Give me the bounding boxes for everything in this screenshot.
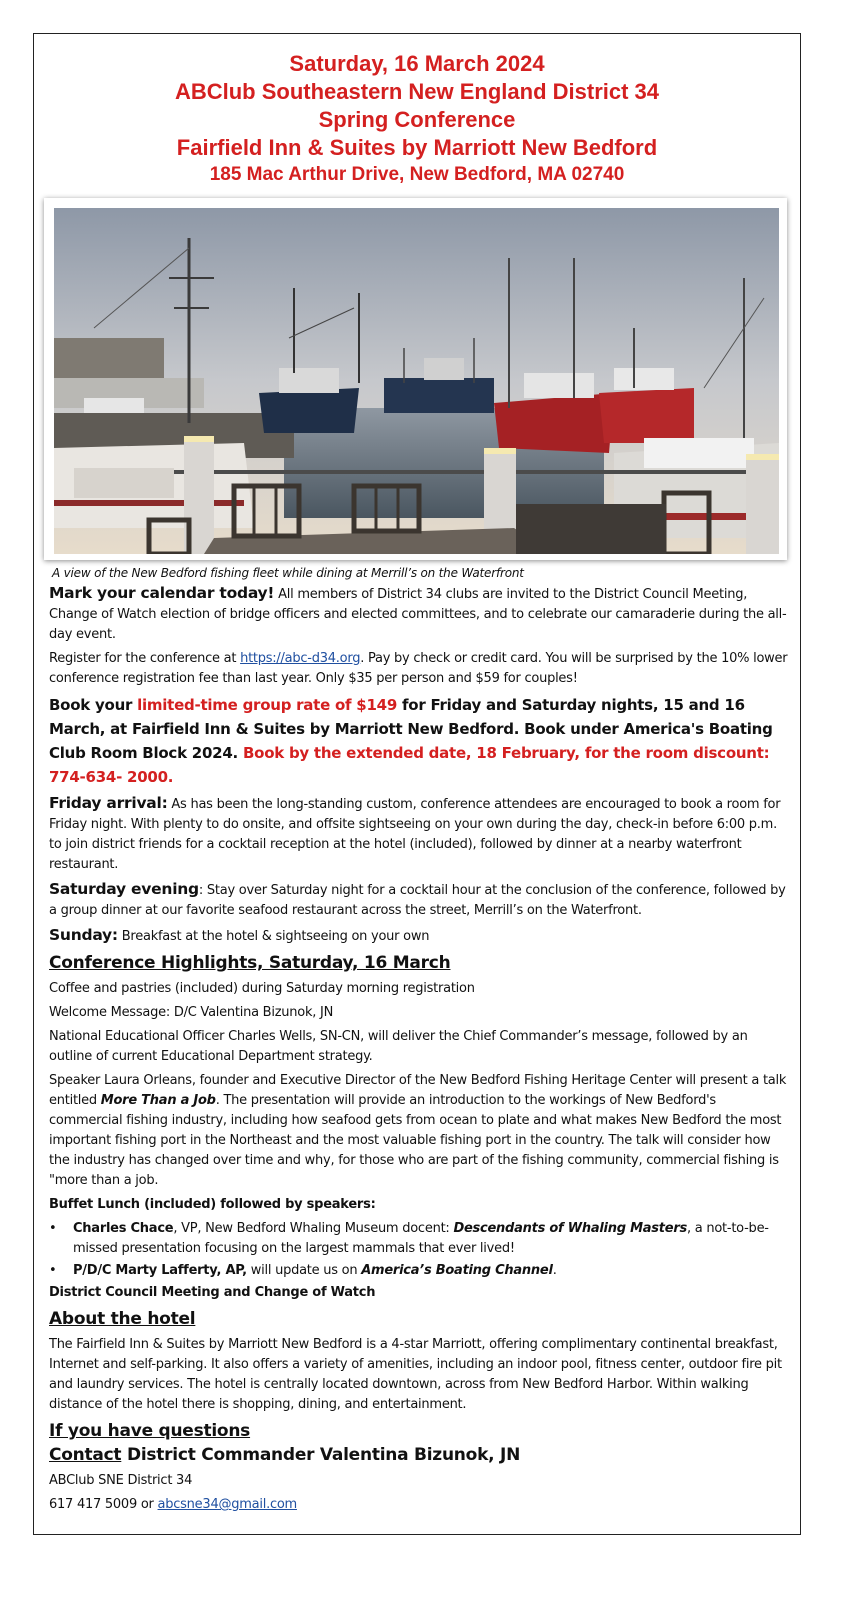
speaker-name: Charles Chace bbox=[73, 1221, 174, 1236]
highlights-heading: Conference Highlights, Saturday, 16 March bbox=[49, 953, 451, 973]
saturday-lead: Saturday evening bbox=[49, 880, 199, 898]
harbor-photo bbox=[54, 208, 779, 554]
harbor-photo-frame bbox=[44, 198, 787, 560]
booking-p2: for Friday and Saturday nights, 15 and 16 March, at Fairfield Inn & Suites by Marriott New Bedford. Book under America's Boating Club Room Block 2024. bbox=[49, 696, 773, 762]
contact-label: Contact bbox=[49, 1445, 122, 1465]
organization-title: ABClub Southeastern New England District 34 bbox=[174, 79, 660, 104]
speaker-detail: , VP, New Bedford Whaling Museum docent: bbox=[173, 1221, 454, 1236]
event-date: Saturday, 16 March 2024 bbox=[289, 51, 545, 76]
highlights-coffee: Coffee and pastries (included) during Saturday morning registration bbox=[49, 981, 475, 996]
highlights-lunch: Buffet Lunch (included) followed by speakers: bbox=[49, 1197, 376, 1212]
questions-heading: If you have questions bbox=[49, 1421, 251, 1441]
contact-email-link[interactable]: abcsne34@gmail.com bbox=[157, 1497, 297, 1512]
speaker-talk-title: More Than a Job bbox=[100, 1093, 216, 1108]
photo-caption: A view of the New Bedford fishing fleet while dining at Merrill’s on the Waterfront bbox=[52, 566, 524, 580]
highlights-national: National Educational Officer Charles Wells, SN-CN, will deliver the Chief Commander’s message, followed by an outline of current Educational Department strategy. bbox=[49, 1029, 748, 1064]
register-link[interactable]: https://abc-d34.org bbox=[240, 651, 361, 666]
register-post: . Pay by check or credit card. You will be surprised by the 10% lower conference registration fee than last year. Only $35 per person and $59 for couples! bbox=[49, 651, 788, 686]
speaker-detail: will update us on bbox=[246, 1263, 362, 1278]
friday-paragraph bbox=[49, 793, 789, 875]
register-pre: Register for the conference at bbox=[49, 651, 241, 666]
main-content bbox=[49, 583, 789, 1519]
talk-title: Descendants of Whaling Masters bbox=[453, 1221, 687, 1236]
sunday-paragraph bbox=[49, 925, 789, 947]
bullet-icon: • bbox=[49, 1263, 57, 1278]
contact-phone: 617 417 5009 or bbox=[49, 1497, 158, 1512]
sunday-lead: Sunday: bbox=[49, 926, 118, 944]
speaker-name: P/D/C Marty Lafferty, AP, bbox=[73, 1263, 247, 1278]
booking-rate: limited-time group rate of $149 bbox=[137, 696, 398, 714]
friday-lead: Friday arrival: bbox=[49, 794, 168, 812]
speaker-post: . The presentation will provide an introduction to the workings of New Bedford's commercial fishing industry, including how seafood gets from ocean to plate and what makes New Bedford the most important fishing port in the Northeast and the most valuable fishing port in the country. The talk will consider how the industry has changed over time and why, for those who are part of the fishing community, commercial fishing is "more than a job. bbox=[49, 1093, 782, 1188]
register-paragraph bbox=[49, 649, 789, 689]
booking-paragraph bbox=[49, 693, 789, 789]
list-item bbox=[49, 1219, 789, 1259]
contact-heading bbox=[49, 1443, 789, 1467]
event-title: Spring Conference bbox=[318, 107, 516, 132]
venue-title: Fairfield Inn & Suites by Marriott New Bedford bbox=[176, 135, 658, 160]
venue-address: 185 Mac Arthur Drive, New Bedford, MA 02740 bbox=[209, 164, 625, 185]
bullet-icon: • bbox=[49, 1221, 57, 1236]
booking-p1: Book your bbox=[49, 696, 138, 714]
contact-name: District Commander Valentina Bizunok, JN bbox=[121, 1445, 521, 1465]
friday-text: As has been the long-standing custom, conference attendees are encouraged to book a room for Friday night. With plenty to do onsite, and offsite sightseeing on your own during the day, check-in before 6:00 p.m. to join district friends for a cocktail reception at the hotel (included), followed by dinner at a nearby waterfront restaurant. bbox=[49, 797, 781, 872]
contact-phone-line bbox=[49, 1495, 789, 1515]
sunday-text: Breakfast at the hotel & sightseeing on your own bbox=[117, 929, 430, 944]
speaker-detail-post: . bbox=[552, 1263, 557, 1278]
highlights-speaker bbox=[49, 1071, 789, 1191]
speaker-pre: Speaker Laura Orleans, founder and Executive Director of the New Bedford Fishing Heritage Center will present a talk entitled bbox=[49, 1073, 787, 1108]
booking-deadline: Book by the extended date, 18 February, for the room discount: 774-634- 2000. bbox=[49, 744, 770, 786]
hotel-text: The Fairfield Inn & Suites by Marriott New Bedford is a 4-star Marriott, offering complimentary continental breakfast, Internet and self-parking. It also offers a variety of amenities, including an indoor pool, fitness center, outdoor fire pit and laundry services. The hotel is centrally located downtown, across from New Bedford Harbor. Within walking distance of the hotel there is shopping, dining, and entertainment. bbox=[49, 1337, 782, 1412]
hotel-heading: About the hotel bbox=[49, 1309, 196, 1329]
contact-org: ABClub SNE District 34 bbox=[49, 1473, 193, 1488]
intro-text: All members of District 34 clubs are invited to the District Council Meeting, Change of Watch election of bridge officers and elected committees, and to celebrate our camaraderie during the all-day event. bbox=[49, 587, 787, 642]
speaker-list bbox=[49, 1219, 789, 1281]
talk-title: America’s Boating Channel bbox=[361, 1263, 553, 1278]
intro-paragraph bbox=[49, 583, 789, 645]
intro-lead: Mark your calendar today! bbox=[49, 584, 275, 602]
saturday-paragraph bbox=[49, 879, 789, 921]
saturday-text: : Stay over Saturday night for a cocktail hour at the conclusion of the conference, followed by a group dinner at our favorite seafood restaurant across the street, Merrill’s on the Waterfront. bbox=[49, 883, 786, 918]
list-item bbox=[49, 1261, 789, 1281]
speaker-detail-post: , a not-to-be-missed presentation focusing on the largest mammals that ever lived! bbox=[73, 1221, 769, 1256]
highlights-welcome: Welcome Message: D/C Valentina Bizunok, JN bbox=[49, 1005, 334, 1020]
highlights-council: District Council Meeting and Change of Watch bbox=[49, 1285, 376, 1300]
